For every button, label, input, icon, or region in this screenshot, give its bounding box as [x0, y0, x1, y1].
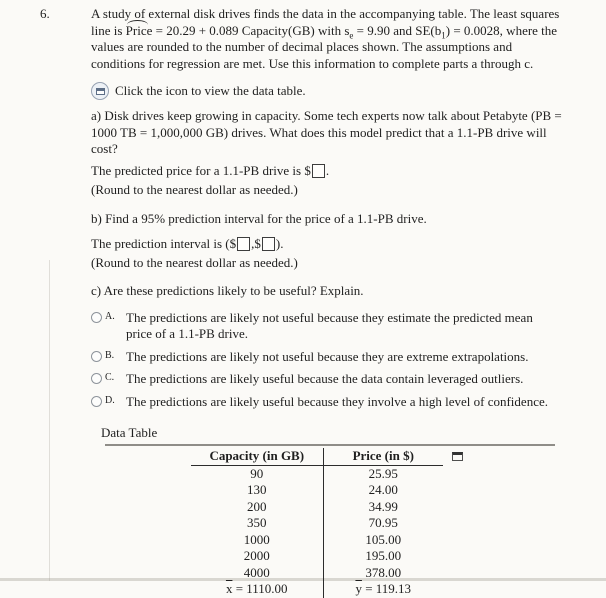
option-d-letter: D. — [105, 394, 115, 406]
question-intro — [91, 6, 569, 72]
part-b-note: (Round to the nearest dollar as needed.) — [91, 254, 298, 270]
page-edge-artifact — [49, 260, 50, 581]
part-b-answer-line — [91, 236, 569, 255]
popup-window-icon[interactable] — [452, 452, 463, 461]
intro-text: A study of external disk drives finds the data in the accompanying table. The least squares line is — [91, 6, 560, 38]
option-c-text: The predictions are likely useful because the data contain leveraged outliers. — [126, 371, 524, 386]
data-table-divider — [105, 444, 555, 446]
view-table-label: Click the icon to view the data table. — [115, 82, 306, 98]
intro-text: = 9.90 and SE(b — [353, 22, 442, 38]
answer-b-mid: ,$ — [251, 235, 261, 251]
x-mean-value: = 1110.00 — [232, 581, 288, 596]
subscript-1: 1 — [441, 30, 446, 41]
part-a-note: (Round to the nearest dollar as needed.) — [91, 181, 298, 197]
question-content — [91, 6, 569, 598]
price-cell: 195.00 — [323, 548, 443, 565]
option-c-letter: C. — [105, 372, 115, 383]
price-hat-term: Price — [125, 22, 153, 38]
question-number: 6. — [40, 6, 50, 21]
table-row — [191, 465, 443, 482]
answer-a-input[interactable] — [312, 164, 325, 178]
option-list — [91, 310, 569, 411]
radio-option-b[interactable] — [91, 351, 102, 362]
price-cell: 105.00 — [323, 532, 443, 549]
table-row — [191, 565, 443, 582]
table-row — [191, 532, 443, 549]
answer-a-prefix: The predicted price for a 1.1-PB drive is $ — [91, 162, 311, 178]
table-row — [191, 548, 443, 565]
option-c — [91, 371, 569, 388]
data-table — [191, 448, 443, 598]
part-a-answer-line — [91, 163, 569, 182]
price-cell: 70.95 — [323, 515, 443, 532]
option-a-letter: A. — [105, 310, 115, 322]
capacity-cell: 1000 — [243, 531, 270, 547]
capacity-cell: 4000 — [243, 564, 270, 580]
price-cell: 34.99 — [323, 499, 443, 516]
price-mean-cell — [323, 581, 443, 598]
capacity-column-header: Capacity (in GB) — [191, 448, 323, 466]
option-d-text: The predictions are likely useful because they involve a high level of confidence. — [126, 393, 548, 409]
option-d — [91, 394, 569, 411]
view-data-table-icon[interactable] — [91, 82, 109, 100]
capacity-cell: 2000 — [243, 548, 270, 563]
table-glyph — [96, 88, 105, 95]
view-table-row — [91, 81, 569, 101]
option-b-letter: B. — [105, 349, 115, 361]
capacity-mean-cell — [191, 581, 323, 598]
part-a-prompt: a) Disk drives keep growing in capacity. Some tech experts now talk about Petabyte (PB = 1000 TB = 1,000,000 GB) drives. What does this model predict that a 1.1-PB drive will cost? — [91, 108, 562, 156]
y-bar-symbol: $\overline{y}$ — [355, 581, 362, 596]
radio-option-d[interactable] — [91, 396, 102, 407]
option-b-text: The predictions are likely not useful because they are extreme extrapolations. — [126, 348, 529, 364]
price-cell: 378.00 — [323, 565, 443, 582]
table-header-row — [191, 448, 443, 466]
table-row — [191, 482, 443, 499]
answer-b-suffix: ). — [275, 235, 284, 251]
y-mean-value: = 119.13 — [361, 581, 412, 596]
capacity-cell: 200 — [247, 498, 267, 514]
table-summary-row — [191, 581, 443, 598]
data-table-title: Data Table — [101, 425, 158, 440]
interval-lower-input[interactable] — [237, 237, 250, 251]
intro-text: = 20.29 + 0.089 Capacity(GB) with s — [152, 22, 350, 38]
option-a — [91, 310, 569, 343]
part-b-prompt: b) Find a 95% prediction interval for the price of a 1.1-PB drive. — [91, 211, 427, 226]
subscript-e: e — [349, 30, 354, 41]
capacity-cell: 130 — [247, 482, 267, 497]
option-a-text: The predictions are likely not useful because they estimate the predicted mean price of a 1.1-PB drive. — [126, 309, 533, 341]
part-c-prompt: c) Are these predictions likely to be useful? Explain. — [91, 283, 364, 298]
radio-option-a[interactable] — [91, 312, 102, 323]
capacity-cell: 350 — [247, 515, 267, 530]
x-bar-symbol: $\overline{x}$ — [225, 581, 233, 596]
price-column-header — [323, 448, 443, 466]
capacity-cell: 90 — [250, 465, 264, 481]
price-cell: 24.00 — [323, 482, 443, 499]
price-header-label: Price (in $) — [352, 447, 414, 463]
table-row — [191, 515, 443, 532]
interval-upper-input[interactable] — [262, 237, 275, 251]
answer-b-prefix: The prediction interval is ($ — [91, 235, 237, 251]
radio-option-c[interactable] — [91, 373, 102, 384]
table-row — [191, 499, 443, 516]
option-b — [91, 349, 569, 366]
intro-text: ) = 0.0028, where the values are rounded to the number of decimal places shown. The assumptions and conditions for regression are met. Use this information to complete parts a through c. — [91, 22, 558, 71]
answer-a-suffix: . — [325, 162, 330, 178]
price-cell: 25.95 — [323, 465, 443, 482]
